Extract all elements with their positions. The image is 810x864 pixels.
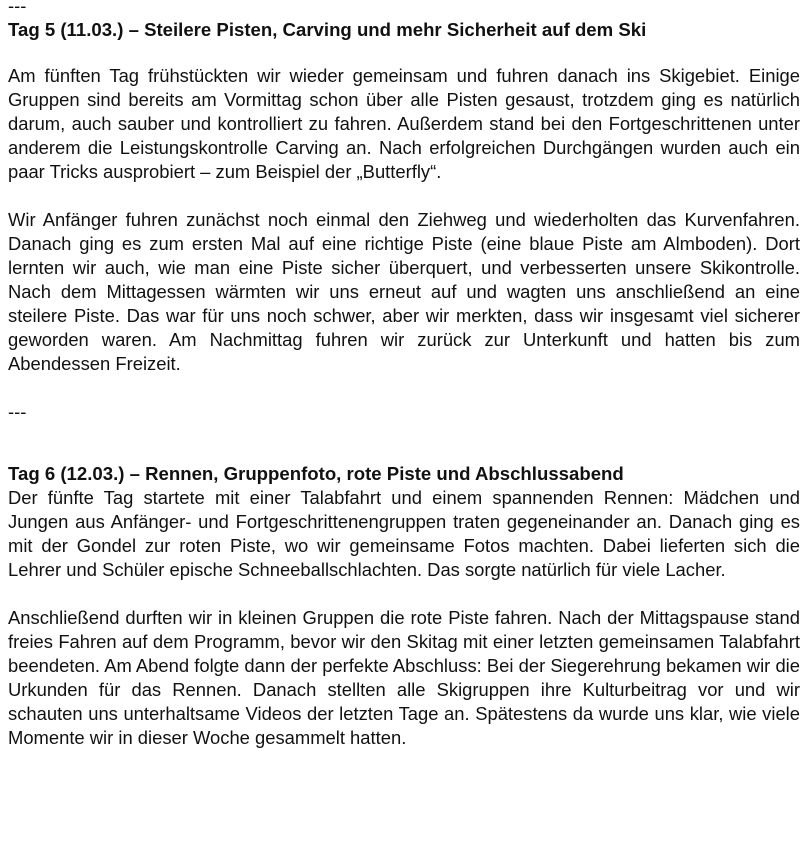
separator-middle: ---: [8, 401, 27, 422]
separator-top: ---: [8, 0, 27, 16]
day6-paragraph-1: Der fünfte Tag startete mit einer Talabfahrt und einem spannenden Rennen: Mädchen und Jungen aus Anfänger- und Fortgeschrittenengruppen traten gegeneinander an. Danach ging es mit der Gondel zur roten Piste, wo wir gemeinsame Fotos machten. Dabei lieferten sich die Lehrer und Schüler epische Schneeballschlachten. Das sorgte natürlich für viele Lacher.: [8, 487, 800, 580]
day5-heading: Tag 5 (11.03.) – Steilere Pisten, Carving und mehr Sicherheit auf dem Ski: [8, 19, 647, 40]
day6-paragraph-2: Anschließend durften wir in kleinen Gruppen die rote Piste fahren. Nach der Mittagspause stand freies Fahren auf dem Programm, bevor wir den Skitag mit einer letzten gemeinsamen Talabfahrt beendeten. Am Abend folgte dann der perfekte Abschluss: Bei der Siegerehrung bekamen wir die Urkunden für das Rennen. Danach stellten alle Skigruppen ihre Kulturbeitrag vor und wir schauten uns unterhaltsame Videos der letzten Tage an. Spätestens da wurde uns klar, wie viele Momente wir in dieser Woche gesammelt hatten.: [8, 607, 800, 748]
day6-heading: Tag 6 (12.03.) – Rennen, Gruppenfoto, rote Piste und Abschlussabend: [8, 463, 624, 484]
day5-paragraph-1: Am fünften Tag frühstückten wir wieder gemeinsam und fuhren danach ins Skigebiet. Einige Gruppen sind bereits am Vormittag schon über alle Pisten gesaust, trotzdem ging es natürlich darum, auch sauber und kontrolliert zu fahren. Außerdem stand bei den Fortgeschrittenen unter anderem die Leistungskontrolle Carving an. Nach erfolgreichen Durchgängen wurden auch ein paar Tricks ausprobiert – zum Beispiel der „Butterfly“.: [8, 65, 800, 182]
day5-paragraph-2: Wir Anfänger fuhren zunächst noch einmal den Ziehweg und wiederholten das Kurvenfahren. Danach ging es zum ersten Mal auf eine richtige Piste (eine blaue Piste am Almboden). Dort lernten wir auch, wie man eine Piste sicher überquert, und verbesserten unsere Skikontrolle. Nach dem Mittagessen wärmten wir uns erneut auf und wagten uns anschließend an eine steilere Piste. Das war für uns noch schwer, aber wir merkten, dass wir insgesamt viel sicherer geworden waren. Am Nachmittag fuhren wir zurück zur Unterkunft und hatten bis zum Abendessen Freizeit.: [8, 209, 800, 374]
document-page: [8, 0, 800, 750]
